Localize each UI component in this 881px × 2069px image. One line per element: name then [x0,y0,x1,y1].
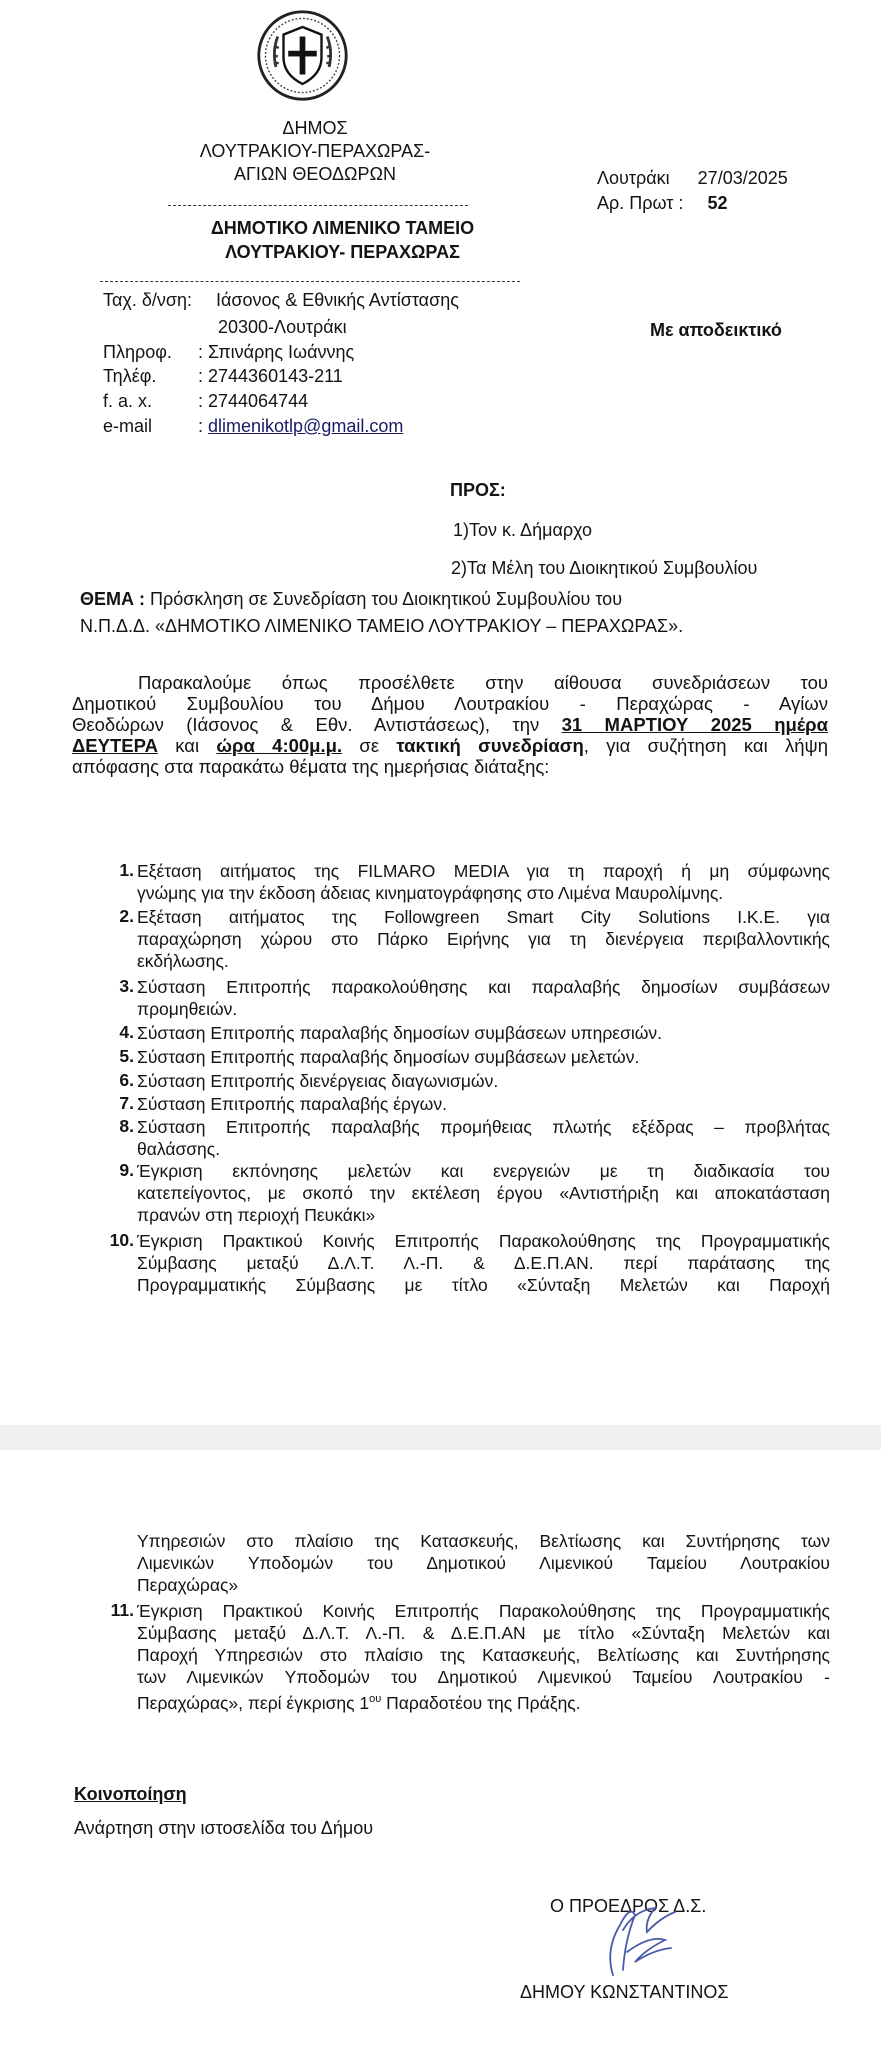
notification-text: Ανάρτηση στην ιστοσελίδα του Δήμου [74,1818,374,1838]
email-link[interactable]: dlimenikotlp@gmail.com [208,416,404,436]
agenda-item-line: θαλάσσης. [137,1139,221,1159]
agenda-item-text [137,976,830,1020]
agenda-item-line: Εξέταση αιτήματος της Followgreen Smart City Solutions I.K.E. για [137,907,830,927]
agenda-item-text [137,1022,830,1044]
agenda-item-line: Σύμβασης μεταξύ Δ.Λ.Τ. Λ.-Π. & Δ.Ε.Π.ΑΝ. περί παράτασης της [137,1253,830,1273]
address-label: Ταχ. δ/νση: [103,290,193,310]
agenda-item-number: 7. [119,1093,134,1113]
page-gap [0,1425,881,1450]
agenda-item-10-continued: Υπηρεσιών στο πλαίσιο της Κατασκευής, Βελτίωσης και Συντήρησης των Λιμενικών Υποδομών του Δημοτικού Λιμενικού Ταμείου Λουτρακίου Περαχώρας» [137,1531,830,1595]
recipient-2: 2)Τα Μέλη του Διοικητικού Συμβουλίου [451,558,758,578]
agenda-item-number: 6. [119,1070,134,1090]
delivery-note: Με αποδεικτικό [650,320,782,340]
address-line2: 20300-Λουτράκι [218,317,347,337]
coat-of-arms-seal-icon [255,8,350,103]
agenda-item-text [137,1046,830,1068]
phone-label: Τηλέφ. [103,366,157,386]
notification-label: Κοινοποίηση [74,1784,187,1804]
agenda-item-line: Έγκριση εκπόνησης μελετών και ενεργειών με τη διαδικασία του [137,1161,830,1181]
agenda-item-line: Σύσταση Επιτροπής παραλαβής έργων. [137,1094,447,1114]
info-label: Πληροφ. [103,342,172,362]
agenda-item-line: γνώμης για την έκδοση άδειας κινηματογράφησης στο Λιμένα Μαυρολίμνης. [137,883,724,903]
fax-label: f. a. x. [103,391,153,411]
agenda-item-number: 9. [119,1160,134,1180]
agenda-item-line: παραχώρηση χώρου στο Πάρκο Ειρήνης για τη διενέργεια περιβαλλοντικής [137,929,830,949]
agenda-item-number: 4. [119,1022,134,1042]
agenda-item-line: Σύσταση Επιτροπής παραλαβής δημοσίων συμβάσεων μελετών. [137,1047,640,1067]
agenda-item-text [137,1160,830,1226]
agenda-item-text [137,906,830,972]
agenda-item-line: προμηθειών. [137,999,238,1019]
recipient-1: 1)Τον κ. Δήμαρχο [453,520,593,540]
phone-value: : 2744360143-211 [198,366,343,386]
agenda-item-line: Σύσταση Επιτροπής παρακολούθησης και παραλαβής δημοσίων συμβάσεων [137,977,830,997]
protocol-number: Αρ. Πρωτ : 52 [597,193,728,213]
place-date: Λουτράκι 27/03/2025 [597,168,788,188]
agenda-item-text [137,1116,830,1160]
agenda-item-text [137,1070,830,1092]
fax-value: : 2744064744 [198,391,309,411]
subject-line-1: ΘΕΜΑ : Πρόσκληση σε Συνεδρίαση του Διοικητικού Συμβουλίου του [80,589,623,609]
agenda-item-line: πρανών στη περιοχή Πευκάκι» [137,1205,376,1225]
agenda-item-line: Σύσταση Επιτροπής παραλαβής δημοσίων συμβάσεων υπηρεσιών. [137,1023,663,1043]
to-label: ΠΡΟΣ: [450,480,506,500]
agenda-item-text [137,1230,830,1296]
agenda-item-line: Εξέταση αιτήματος της FILMARO MEDIA για τη παροχή ή μη σύμφωνης [137,861,830,881]
agenda-item-number: 10. [109,1230,134,1250]
agenda-item-number: 2. [119,906,134,926]
agenda-item-line: Σύσταση Επιτροπής παραλαβής προμήθειας πλωτής εξέδρας – προβλήτας [137,1117,830,1137]
divider [168,205,468,206]
agenda-item-line: εκδήλωσης. [137,951,229,971]
agenda-item-number: 3. [119,976,134,996]
agenda-item-text [137,1093,830,1115]
agenda-item-number: 5. [119,1046,134,1066]
signatory-name: ΔΗΜΟΥ ΚΩΝΣΤΑΝΤΙΝΟΣ [520,1982,729,2002]
address-line1: Ιάσονος & Εθνικής Αντίστασης [216,290,459,310]
signatory-title: Ο ΠΡΟΕΔΡΟΣ Δ.Σ. [550,1896,707,1916]
email-label: e-mail [103,416,153,436]
municipality-heading: ΔΗΜΟΣ ΛΟΥΤΡΑΚΙΟΥ-ΠΕΡΑΧΩΡΑΣ- ΑΓΙΩΝ ΘΕΟΔΩΡΩΝ [199,118,431,184]
email-field: : dlimenikotlp@gmail.com [198,416,404,436]
info-value: : Σπινάρης Ιωάννης [198,342,355,362]
agenda-item-line: Σύσταση Επιτροπής διενέργειας διαγωνισμών. [137,1071,499,1091]
agenda-item-number: 8. [119,1116,134,1136]
agenda-item-line: Έγκριση Πρακτικού Κοινής Επιτροπής Παρακολούθησης της Προγραμματικής [137,1231,830,1251]
agenda-item-line: κατεπείγοντος, με σκοπό την εκτέλεση έργου «Αντιστήριξη και αποκατάσταση [137,1183,830,1203]
handwritten-signature-icon [575,1890,685,1980]
letter-page-2: Υπηρεσιών στο πλαίσιο της Κατασκευής, Βελτίωσης και Συντήρησης των Λιμενικών Υποδομών του Δημοτικού Λιμενικού Ταμείου Λουτρακίου Περαχώρας» 11. Έγκριση Πρακτικού Κοινής Επιτροπής Παρακολούθησης της Προγραμματικής Σύμβασης μεταξύ Δ.Λ.Τ. Λ.-Π. & Δ.Ε.Π.ΑΝ με τίτλο «Σύνταξη Μελετών και Παροχή Υπηρεσιών στο πλαίσιο της Κατασκευής, Βελτίωσης και Συντήρησης των Λιμενικών Υποδομών του Δημοτικού Λιμενικού Ταμείου Λουτρακίου - Περαχώρας», περί έγκρισης $1^{o\upsilon}$ Παραδοτέου της Πράξης. Κοινοποίηση Ανάρτηση στην ιστοσελίδα του Δήμου Ο ΠΡΟΕΔΡΟΣ Δ.Σ. ΔΗΜΟΥ ΚΩΝΣΤΑΝΤΙΝΟΣ [0,1450,881,2069]
agenda-item-number: 1. [119,860,134,880]
divider [100,281,520,282]
agenda-item-line: Προγραμματικής Σύμβασης με τίτλο «Σύνταξη Μελετών και Παροχή [137,1275,830,1295]
agenda-item-text [137,860,830,904]
subject-line-2: Ν.Π.Δ.Δ. «ΔΗΜΟΤΙΚΟ ΛΙΜΕΝΙΚΟ ΤΑΜΕΙΟ ΛΟΥΤΡΑΚΙΟΥ – ΠΕΡΑΧΩΡΑΣ». [80,616,684,636]
invitation-paragraph: Παρακαλούμε όπως προσέλθετε στην αίθουσα συνεδριάσεων του Δημοτικού Συμβουλίου του Δήμου Λουτρακίου - Περαχώρας - Αγίων Θεοδώρων (Ιάσονος & Εθν. Αντιστάσεως), την 31 ΜΑΡΤΙΟΥ 2025 ημέρα ΔΕΥΤΕΡΑ και ώρα 4:00μ.μ. σε τακτική συνεδρίαση, για συζήτηση και λήψη απόφασης στα παρακάτω θέματα της ημερήσιας διάταξης: [72,672,829,777]
fund-name-heading: ΔΗΜΟΤΙΚΟ ΛΙΜΕΝΙΚΟ ΤΑΜΕΙΟ ΛΟΥΤΡΑΚΙΟΥ- ΠΕΡΑΧΩΡΑΣ [210,218,475,262]
